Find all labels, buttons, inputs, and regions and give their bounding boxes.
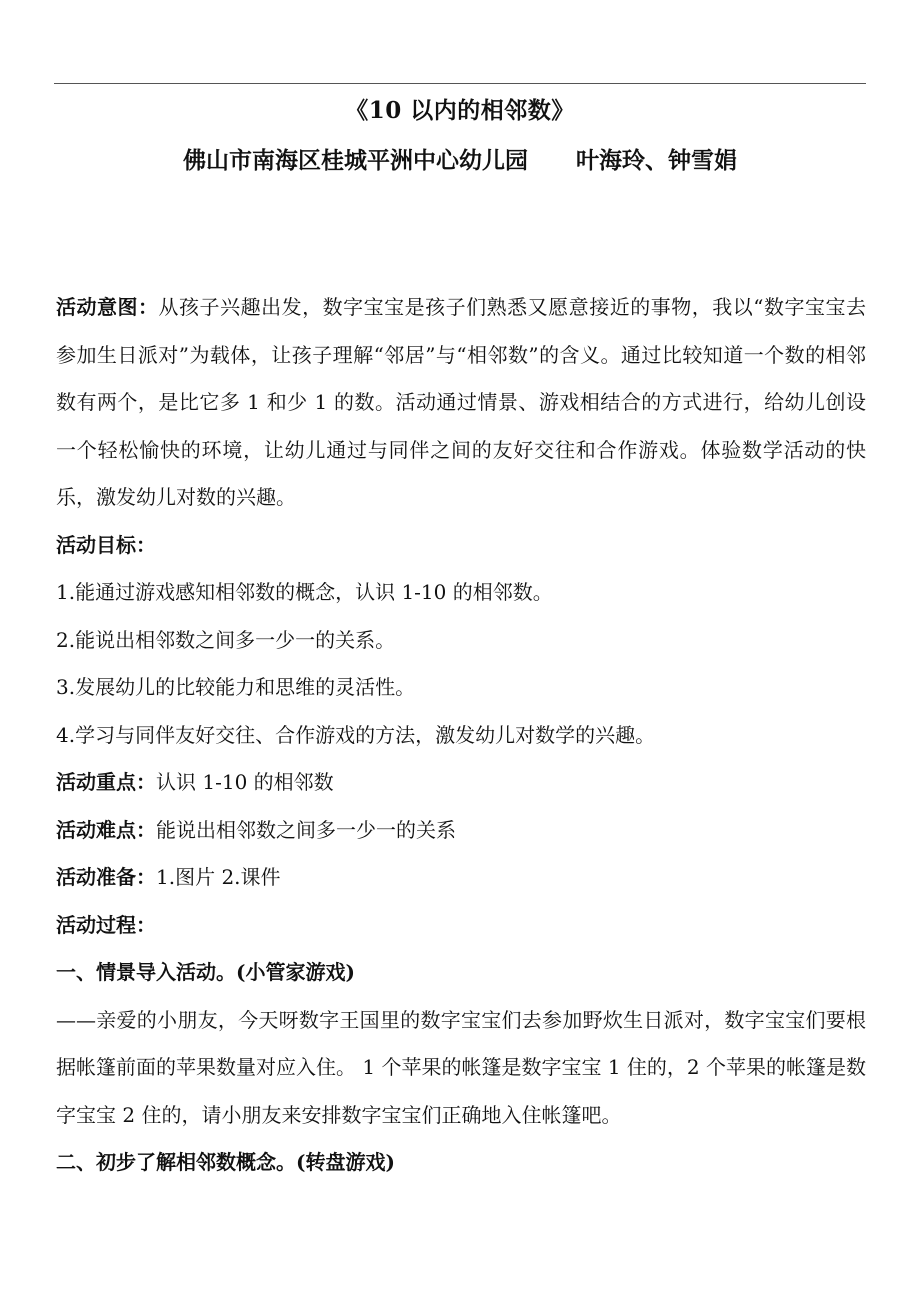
section-1-heading: 一、情景导入活动。(小管家游戏) [56,960,355,984]
document-body [56,284,866,1187]
header-rule [54,83,866,84]
document-title: 《10 以内的相邻数》 [345,97,575,124]
process-label-line [56,902,866,950]
difficulty-label: 活动难点： [56,817,156,842]
key-point-text: 认识 1-10 的相邻数 [156,770,334,794]
goal-item: 4.学习与同伴友好交往、合作游戏的方法，激发幼儿对数学的兴趣。 [56,722,656,747]
intent-label: 活动意图： [56,295,159,319]
preparation-text: 1.图片 2.课件 [156,865,281,889]
preparation-label: 活动准备： [56,865,156,889]
difficulty-line [56,807,866,855]
key-point-line [56,759,866,807]
document-author-line: 佛山市南海区桂城平洲中心幼儿园 叶海玲、钟雪娟 [182,147,738,174]
goal-item: 1.能通过游戏感知相邻数的概念，认识 1-10 的相邻数。 [56,580,553,604]
goals-label [56,522,866,570]
intent-paragraph [56,284,866,522]
section-1-text: ——亲爱的小朋友，今天呀数字王国里的数字宝宝们去参加野炊生日派对，数字宝宝们要根据帐篷前面的苹果数量对应入住。 1 个苹果的帐篷是数字宝宝 1 住的，2 个苹果的帐篷是数字宝宝 2 住的，请小朋友来安排数字宝宝们正确地入住帐篷吧。 [56,1007,866,1127]
intent-text: 从孩子兴趣出发，数字宝宝是孩子们熟悉又愿意接近的事物，我以“数字宝宝去参加生日派对”为载体，让孩子理解“邻居”与“相邻数”的含义。通过比较知道一个数的相邻数有两个，是比它多 1 和少 1 的数。活动通过情景、游戏相结合的方式进行，给幼儿创设一个轻松愉快的环境，让幼儿通过与同伴之间的友好交往和合作游戏。体验数学活动的快乐，激发幼儿对数的兴趣。 [56,295,867,509]
process-label: 活动过程： [56,912,156,937]
goal-item: 3.发展幼儿的比较能力和思维的灵活性。 [56,675,416,699]
goals-label-text: 活动目标： [56,532,156,557]
difficulty-text: 能说出相邻数之间多一少一的关系 [156,817,456,842]
preparation-line [56,854,866,902]
goal-item: 2.能说出相邻数之间多一少一的关系。 [56,627,396,652]
section-2-heading: 二、初步了解相邻数概念。(转盘游戏) [56,1150,395,1174]
key-point-label: 活动重点： [56,770,156,794]
